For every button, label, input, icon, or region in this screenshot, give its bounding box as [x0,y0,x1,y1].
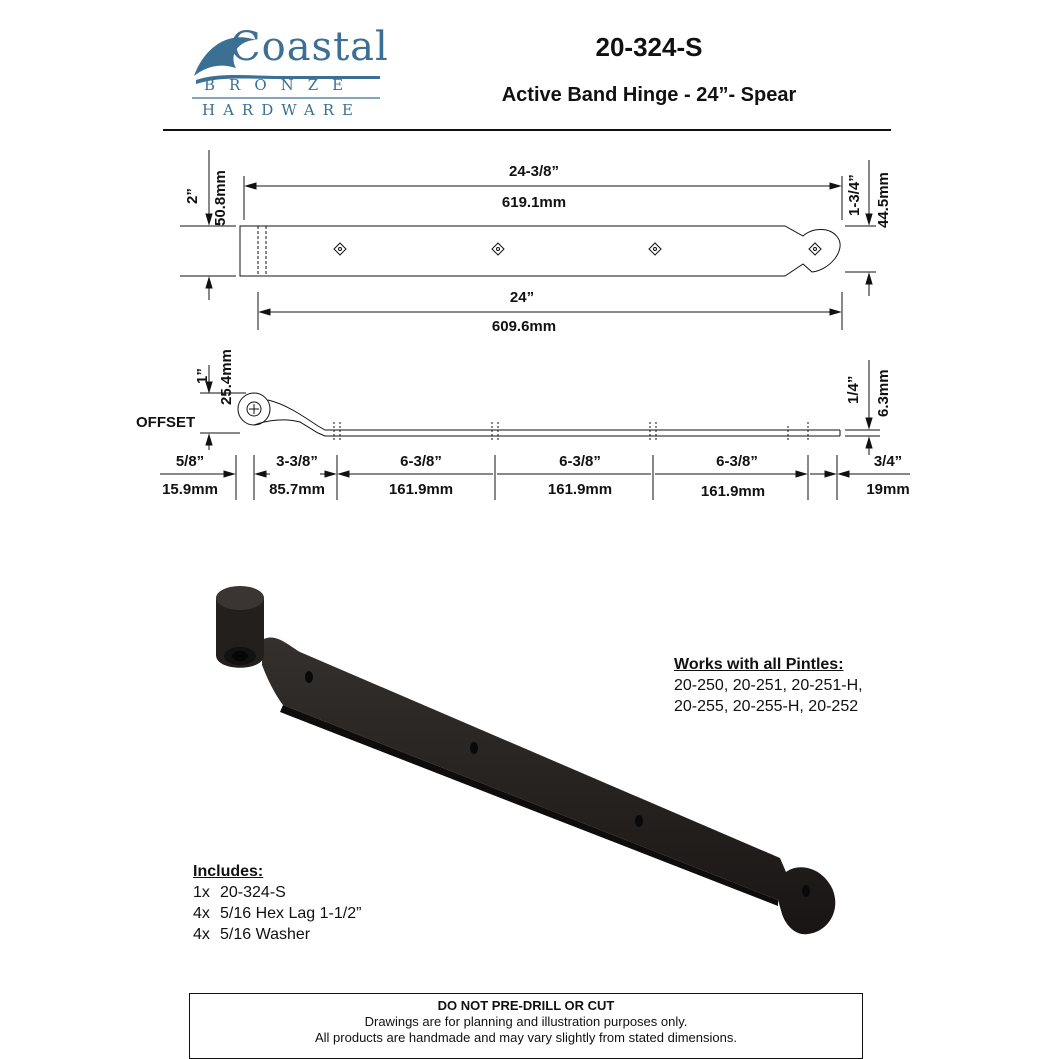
includes-box [193,861,361,945]
spacing-5-in: 3/4” [873,453,903,470]
includes-item [193,924,361,945]
spacing-0-in: 5/8” [175,453,205,470]
disclaimer-line-1: Drawings are for planning and illustration purposes only. [364,1014,688,1029]
spacing-4-mm: 161.9mm [700,483,766,500]
pintles-line-2: 20-255, 20-255-H, 20-252 [674,698,859,715]
spacing-3-mm: 161.9mm [547,481,613,498]
spacing-2-in: 6-3/8” [400,453,442,470]
brand-logo [190,18,389,123]
strap-length-mm: 609.6mm [491,318,557,335]
tip-width-mm: 44.5mm [875,172,892,228]
includes-item [193,882,361,903]
includes-qty: 4x [193,905,210,922]
knuckle-in: 1” [194,368,211,384]
spacing-4-in: 6-3/8” [716,453,758,470]
pintles-heading: Works with all Pintles: [674,656,844,673]
tip-width-in: 1-3/4” [846,174,863,216]
spacing-1-in: 3-3/8” [276,453,318,470]
spacing-1-mm: 85.7mm [269,481,325,498]
overall-length-mm: 619.1mm [501,194,567,211]
thickness-in: 1/4” [845,375,862,404]
spacing-3-in: 6-3/8” [559,453,601,470]
includes-qty: 4x [193,926,210,943]
width-mm: 50.8mm [212,170,229,226]
logo-word: Coastal [230,24,389,70]
offset-label: OFFSET [136,414,196,431]
header-divider [163,129,891,131]
spacing-2-mm: 161.9mm [388,481,454,498]
overall-length-in: 24-3/8” [508,163,560,180]
logo-line-hardware: HARDWARE [202,101,361,119]
disclaimer-heading: DO NOT PRE-DRILL OR CUT [437,998,615,1013]
width-in: 2” [184,188,201,204]
part-number: 20-324-S [595,32,703,62]
logo-line-bronze: BRONZE [204,76,358,94]
includes-qty: 1x [193,884,210,901]
strap-length-in: 24” [509,289,535,306]
includes-item [193,903,361,924]
thickness-mm: 6.3mm [875,369,892,417]
disclaimer-box [189,993,863,1059]
includes-desc: 5/16 Hex Lag 1-1/2” [220,905,362,922]
disclaimer-line-2: All products are handmade and may vary slightly from stated dimensions. [315,1030,737,1045]
spacing-0-mm: 15.9mm [162,481,218,498]
spacing-5-mm: 19mm [866,481,910,498]
includes-desc: 5/16 Washer [220,926,311,943]
knuckle-mm: 25.4mm [218,349,235,405]
product-title: Active Band Hinge - 24”- Spear [501,84,797,106]
includes-heading: Includes: [193,863,264,880]
includes-desc: 20-324-S [220,884,286,901]
pintles-line-1: 20-250, 20-251, 20-251-H, [674,677,863,694]
pintles-box [674,654,863,717]
